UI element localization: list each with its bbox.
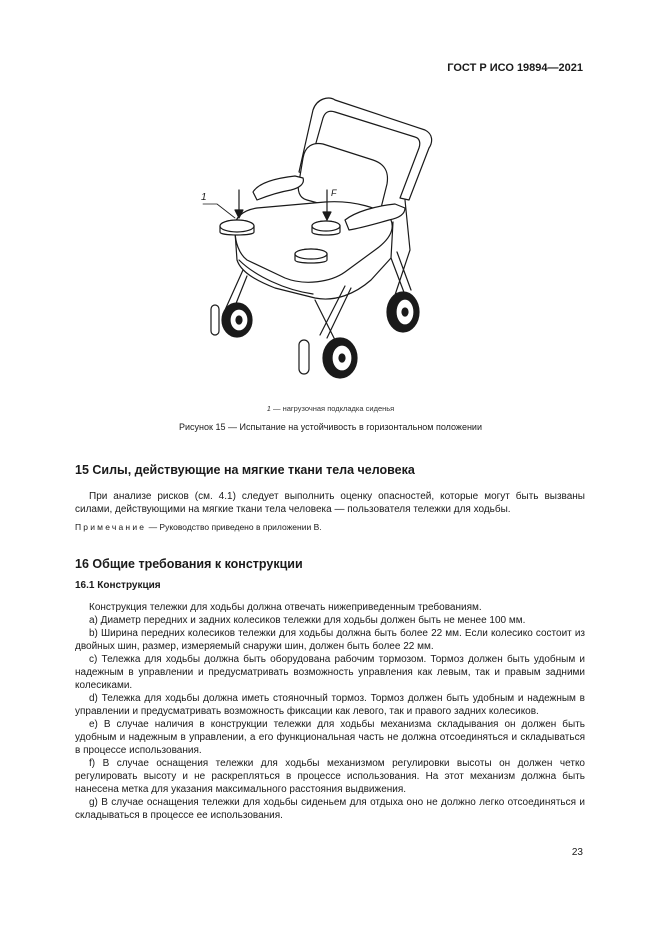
section-16-1-heading: 16.1 Конструкция — [75, 580, 161, 591]
section-16-1-body — [75, 601, 585, 822]
walker-figure — [195, 90, 455, 395]
legend-number: 1 — [266, 404, 271, 413]
force-label: F — [331, 188, 337, 198]
note-text: — Руководство приведено в приложении В. — [146, 522, 322, 532]
figure-caption: Рисунок 15 — Испытание на устойчивость в горизонтальном положении — [179, 422, 482, 432]
section-15-paragraph: При анализе рисков (см. 4.1) следует выполнить оценку опасностей, которые могут быть вызваны силами, действующими на мягкие ткани тела человека — пользователя тележки для ходьбы. — [75, 491, 585, 515]
list-item-d: d) Тележка для ходьбы должна иметь стояночный тормоз. Тормоз должен быть удобным и надежным в управлении и предусматривать возможность фиксации как левого, так и правого задних колесиков. — [75, 693, 585, 717]
left-armrest — [253, 176, 303, 200]
section-15-heading: 15 Силы, действующие на мягкие ткани тела человека — [75, 463, 415, 477]
callout-number: 1 — [201, 192, 207, 203]
document-code: ГОСТ Р ИСО 19894—2021 — [447, 62, 583, 74]
list-item-f: f) В случае оснащения тележки для ходьбы механизмом регулировки высоты он должен четко регулировать высоту и не раскрепляться в процессе использования. На этот механизм должна быть нанесена метка для указания максимального расстояния выдвижения. — [75, 758, 585, 795]
note-label: Примечание — [75, 522, 147, 532]
list-item-g: g) В случае оснащения тележки для ходьбы сиденьем для отдыха оно не должно легко отсоединяться и складываться в процессе ее использования. — [75, 797, 585, 821]
section-15-note — [75, 521, 585, 533]
page-number: 23 — [571, 847, 583, 858]
list-item-b: b) Ширина передних колесиков тележки для ходьбы должна быть более 22 мм. Если колесико состоит из двойных шин, размер, измеряемый снаружи шин, должен быть более 22 мм. — [75, 628, 585, 652]
list-item-a: а) Диаметр передних и задних колесиков тележки для ходьбы должен быть не менее 100 мм. — [89, 615, 526, 626]
intro-paragraph: Конструкция тележки для ходьбы должна отвечать нижеприведенным требованиям. — [89, 602, 482, 613]
list-item-e: е) В случае наличия в конструкции тележки для ходьбы механизма складывания он должен быть удобным и надежным в управлении, а его функциональная часть не должна отсоединяться и складываться в процессе использования. — [75, 719, 585, 756]
section-16-heading: 16 Общие требования к конструкции — [75, 557, 303, 571]
wheel-front-right — [299, 338, 357, 378]
figure-legend — [0, 404, 661, 413]
wheel-front-left — [211, 303, 252, 337]
list-item-c: с) Тележка для ходьбы должна быть оборудована рабочим тормозом. Тормоз должен быть удобным и надежным в управлении и предусматривать возможность управления как левым, так и правым задними колесиками. — [75, 654, 585, 691]
legend-text: — нагрузочная подкладка сиденья — [270, 404, 395, 413]
callout-leader — [203, 204, 235, 218]
wheel-rear-right — [387, 292, 419, 332]
